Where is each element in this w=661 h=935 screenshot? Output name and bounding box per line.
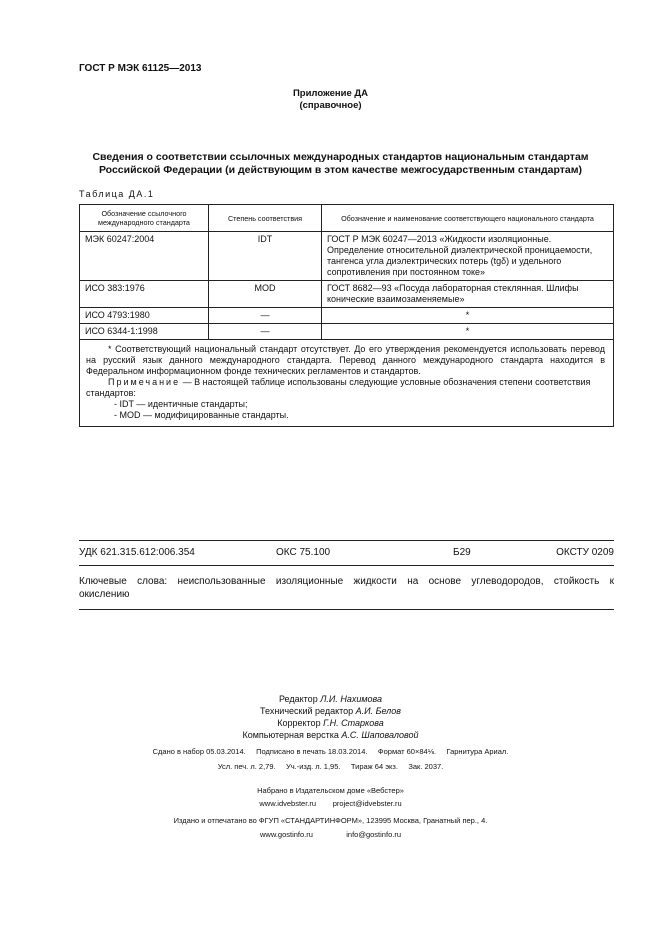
udk-code: УДК 621.315.612:006.354 (79, 547, 195, 558)
header-degree: Степень соответствия (209, 205, 322, 232)
typeset-by: Набрано в Издательском доме «Вебстер» (257, 786, 404, 795)
credit-line (0, 705, 661, 717)
credit-line (0, 729, 661, 741)
top-rule (79, 540, 614, 541)
cell-national: ГОСТ 8682—93 «Посуда лабораторная стеклянная. Шлифы конические взаимозаменяемые» (322, 281, 614, 308)
section-title-line1: Сведения о соответствии ссылочных международных стандартов национальным стандартам (92, 151, 589, 163)
credit-name: Л.И. Нахимова (320, 694, 383, 704)
note-text: — В настоящей таблице использованы следующие условные обозначения степени соответствия стандартов: (86, 377, 591, 398)
cell-national: ГОСТ Р МЭК 60247—2013 «Жидкости изоляционные. Определение относительной диэлектрической проницаемости, тангенса угла диэлектрических потерь (tgδ) и удельного сопротивления при постоянном токе» (322, 232, 614, 281)
table-row (80, 232, 614, 281)
cell-intl: МЭК 60247:2004 (80, 232, 209, 281)
cell-degree: IDT (209, 232, 322, 281)
note-item: - IDT — идентичные стандарты; (114, 399, 248, 409)
annex-subtitle: (справочное) (299, 100, 362, 111)
publisher-contacts: www.gostinfo.ru info@gostinfo.ru (259, 830, 401, 839)
cell-degree: — (209, 308, 322, 324)
credit-name: А.И. Белов (355, 706, 401, 716)
annex-heading (0, 88, 661, 112)
cell-degree: — (209, 324, 322, 340)
okstu-code: ОКСТУ 0209 (556, 547, 614, 558)
credit-role: Компьютерная верстка (242, 730, 339, 740)
oks-code: ОКС 75.100 (276, 547, 331, 558)
footnote-text: * Соответствующий национальный стандарт отсутствует. До его утверждения рекомендуется использовать перевод на русский язык данного международного стандарта. Перевод данного международного стандарта находится в Федеральном информационном фонде технических регламентов и стандартов. (86, 344, 605, 376)
print-details: Сдано в набор 05.03.2014. Подписано в печать 18.03.2014. Формат 60×84⅛. Гарнитура Ариал. (152, 747, 509, 756)
print-run: Усл. печ. л. 2,79. Уч.-изд. л. 1,95. Тираж 64 экз. Зак. 2037. (217, 762, 444, 771)
document-code: ГОСТ Р МЭК 61125—2013 (79, 63, 202, 74)
table-row (80, 281, 614, 308)
credit-line (0, 717, 661, 729)
keywords: Ключевые слова: неиспользованные изоляционные жидкости на основе углеводородов, стойкость к окислению (79, 576, 614, 600)
credit-role: Корректор (277, 718, 321, 728)
note-label: Примечание (108, 377, 181, 387)
credit-role: Технический редактор (260, 706, 354, 716)
credit-name: Г.Н. Старкова (323, 718, 384, 728)
annex-title: Приложение ДА (292, 88, 369, 99)
credit-role: Редактор (278, 694, 318, 704)
table-footnote-row (80, 340, 614, 427)
section-title-line2: Российской Федерации (и действующим в этом качестве межгосударственным стандартам) (98, 164, 583, 176)
section-title (60, 151, 621, 177)
credit-name: А.С. Шаповаловой (341, 730, 419, 740)
middle-rule (79, 565, 614, 566)
cell-intl: ИСО 4793:1980 (80, 308, 209, 324)
note-item: - MOD — модифицированные стандарты. (114, 410, 289, 420)
cell-intl: ИСО 383:1976 (80, 281, 209, 308)
header-national: Обозначение и наименование соответствующего национального стандарта (322, 205, 614, 232)
table-header-row (80, 205, 614, 232)
publisher: Издано и отпечатано во ФГУП «СТАНДАРТИНФОРМ», 123995 Москва, Гранатный пер., 4. (173, 816, 488, 825)
typeset-contacts: www.idvebster.ru project@idvebster.ru (259, 799, 402, 808)
table-label: Таблица ДА.1 (79, 189, 155, 199)
credit-line (0, 693, 661, 705)
bottom-rule (79, 609, 614, 610)
cell-national: * (322, 308, 614, 324)
cell-degree: MOD (209, 281, 322, 308)
correspondence-table (79, 204, 614, 427)
credits (0, 693, 661, 741)
cell-national: * (322, 324, 614, 340)
b-code: Б29 (453, 547, 471, 558)
header-intl: Обозначение ссылочного международного стандарта (80, 205, 209, 232)
table-row (80, 308, 614, 324)
cell-intl: ИСО 6344-1:1998 (80, 324, 209, 340)
table-row (80, 324, 614, 340)
table-footnote (80, 340, 614, 427)
note (86, 377, 605, 399)
